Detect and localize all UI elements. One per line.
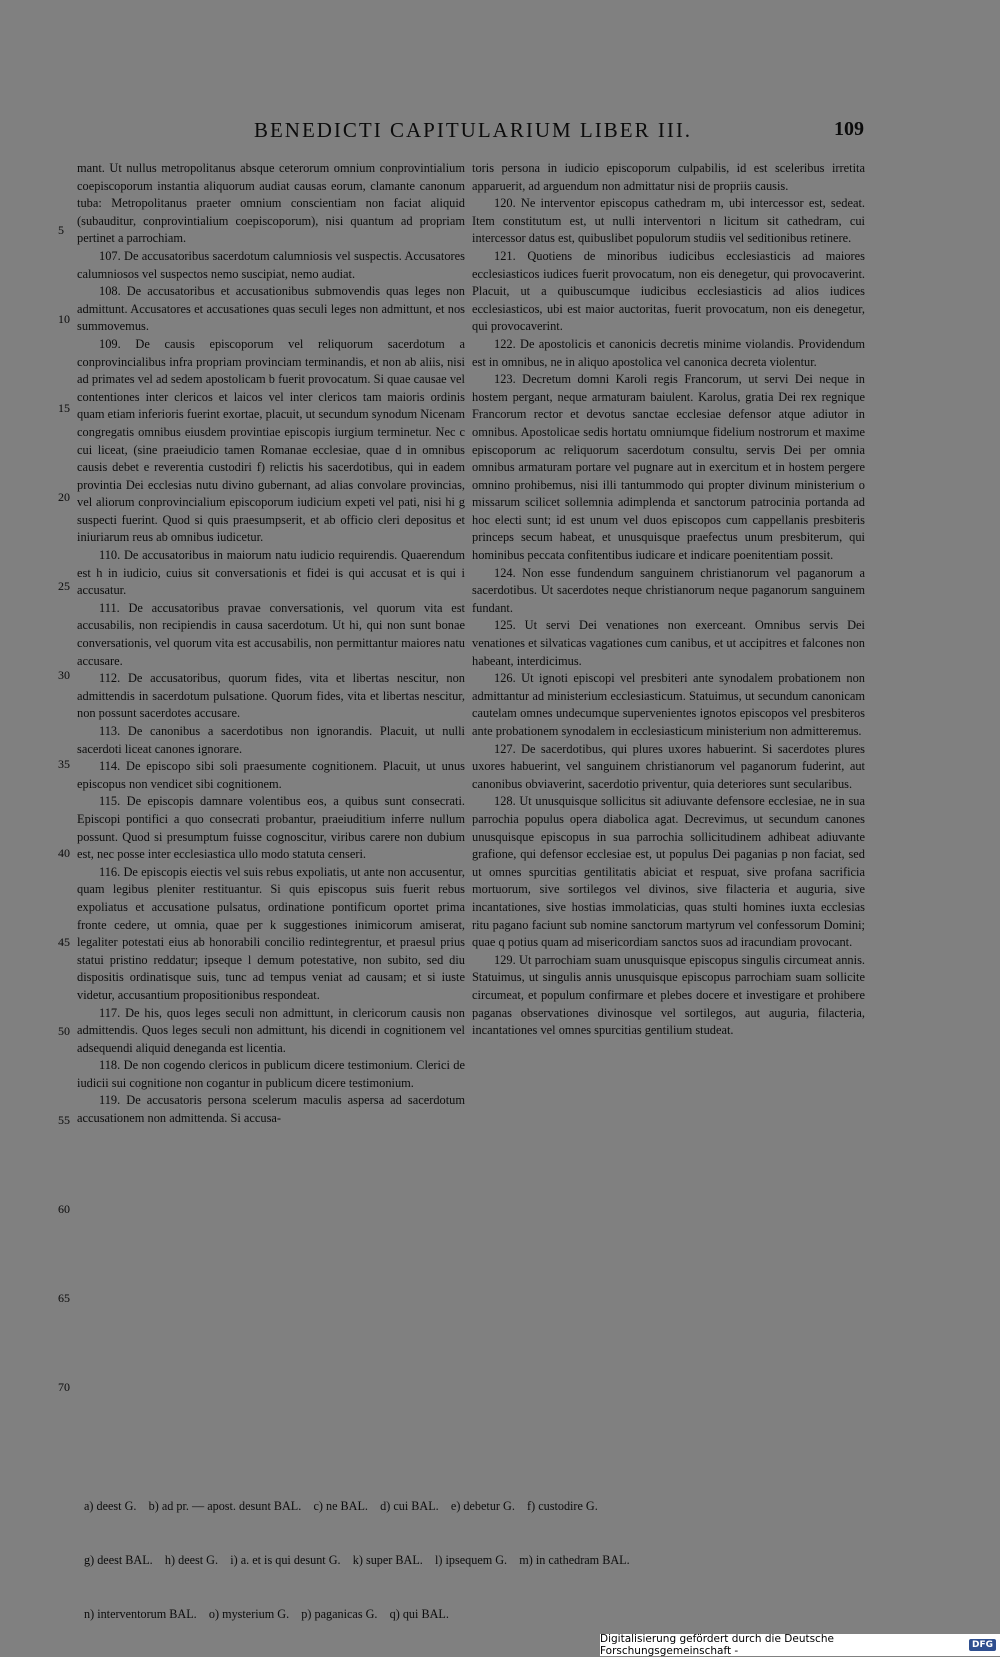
chapter-111: 111. De accusatoribus pravae conversationis, vel quorum vita est accusabilis, non recipiendis in causa sacerdotum. Ut hi, qui non sunt bonae conversationis, vel quorum vita est accusabilis, non permittantur maiores natu accusare. [77, 600, 465, 668]
line-number: 15 [58, 401, 70, 415]
chapter-124: 124. Non esse fundendum sanguinem christianorum vel paganorum a sacerdotibus. Ut sacerdotes neque christianorum neque paganorum sanguinem fundant. [472, 565, 865, 615]
page-header [60, 118, 864, 148]
chapter-115: 115. De episcopis damnare volentibus eos, a quibus sunt consecrati. Episcopi pontifici a quo consecrati probantur, praeiuditium inferre nullum possunt. Quod si presumptum fuisse cognoscitur, viribus carere non dubium est, nec posse inter ecclesiastica ullo modo statuta censeri. [77, 794, 465, 862]
chapter-117: 117. De his, quos leges seculi non admittunt, in clericorum causis non admittendis. Quos leges seculi non admittunt, his dicendi in cognitionem vel adsequendi aliquid deneganda est licentia. [77, 1005, 465, 1055]
paragraph: toris persona in iudicio episcoporum culpabilis, id est sceleribus irretita apparuerit, ad arguendum non admittatur nisi de propriis causis. [472, 161, 865, 193]
footnote-line: n) interventorum BAL. o) mysterium G. p) paganicas G. q) qui BAL. [84, 1607, 449, 1621]
chapter-112: 112. De accusatoribus, quorum fides, vita et libertas nescitur, non admittendis in sacerdotum pulsatione. Quorum fides, vita et libertas nescitur, non possunt sacerdotes accusare. [77, 671, 465, 721]
running-title: BENEDICTI CAPITULARIUM LIBER III. [253, 118, 693, 142]
chapter-118: 118. De non cogendo clericos in publicum dicere testimonium. Clerici de iudicii sui cognitione non cogantur in publicum dicere testimonium. [77, 1058, 465, 1090]
line-number: 40 [58, 846, 70, 860]
left-column [77, 160, 465, 1128]
paragraph: mant. Ut nullus metropolitanus absque ceterorum omnium conprovintialium coepiscoporum instantia aliquorum audiat causas eorum, clamante canonum tuba: Metropolitanus praeter omnium conscientiam non faciat aliquid (subauditur, conprovintialium coepiscoporum), nisi quantum ad propriam pertinet a parrochiam. [77, 161, 465, 246]
chapter-126: 126. Ut ignoti episcopi vel presbiteri ante synodalem probationem non admittantur ad ministerium ecclesiasticum. Statuimus, ut secundum canonicam cautelam omnes undecumque supervenientes ignotos episcopos vel presbiteros ante probationem synodalem in ecclesiasticum ministerium non admitteremus. [472, 671, 865, 738]
chapter-110: 110. De accusatoribus in maiorum natu iudicio requirendis. Quaerendum est h in iudicio, cuius sit conversationis et fidei is qui accusat et is qui i accusatur. [77, 548, 465, 598]
chapter-120: 120. Ne interventor episcopus cathedram m, ubi intercessor est, sedeat. Item constitutum est, ut nulli interventori n licitum sit cathedram, cui intercessor datus est, quibuslibet populorum studiis vel seditionibus retinere. [472, 196, 865, 246]
footnote-line: a) deest G. b) ad pr. — apost. desunt BAL. c) ne BAL. d) cui BAL. e) debetur G. f) custodire G. [84, 1499, 598, 1513]
chapter-114: 114. De episcopo sibi soli praesumente cognitionem. Placuit, ut unus episcopus non vendicet sibi cognitionem. [77, 759, 465, 791]
chapter-108: 108. De accusatoribus et accusationibus submovendis quas leges non admittunt. Accusatores et accusationes quas seculi leges non admittunt, et nos summovemus. [77, 284, 465, 334]
right-column [472, 160, 865, 1040]
chapter-125: 125. Ut servi Dei venationes non exerceant. Omnibus servis Dei venationes et silvaticas vagationes cum canibus, et ut accipitres et falcones non habeant, interdicimus. [472, 618, 865, 668]
line-number: 55 [58, 1113, 70, 1127]
chapter-123: 123. Decretum domni Karoli regis Francorum, ut servi Dei neque in hostem pergant, neque armaturam baiulent. Karolus, gratia Dei rex regnique Francorum rector et devotus sanctae ecclesiae defensor atque adiutor in omnibus. Apostolicae sedis hortatu omniumque fidelium nostrorum et maxime episcoporum ac reliquorum sacerdotum consultu, servis Dei per omnia omnibus armaturam portare vel pugnare aut in exercitum et in hostem pergere omnino prohibemus, nisi illi tantummodo qui propter divinum ministerium o missarum scilicet sollemnia adimplenda et sanctorum patrocinia portanda ad hoc electi sunt; id est unum vel duos episcopos cum cappellanis presbiteris princeps secum habeat, et unusquisque praefectus unum presbiterum, qui hominibus peccata confitentibus iudicare et indicare poenitentiam possit. [472, 372, 865, 563]
line-number: 65 [58, 1291, 70, 1305]
chapter-113: 113. De canonibus a sacerdotibus non ignorandis. Placuit, ut nulli sacerdoti liceat canones ignorare. [77, 724, 465, 756]
line-number: 35 [58, 757, 70, 771]
dfg-logo: DFG [969, 1639, 996, 1651]
line-number: 30 [58, 668, 70, 682]
line-number: 25 [58, 579, 70, 593]
line-number: 60 [58, 1202, 70, 1216]
footnote-line: g) deest BAL. h) deest G. i) a. et is qui desunt G. k) super BAL. l) ipsequem G. m) in cathedram BAL. [84, 1553, 630, 1567]
line-number: 70 [58, 1380, 70, 1394]
chapter-127: 127. De sacerdotibus, qui plures uxores habuerint. Si sacerdotes plures uxores habuerint, vel sanguinem christianorum vel paganorum fuderint, aut canonibus obviaverint, sacerdotio priventur, quia deteriores sunt secularibus. [472, 741, 865, 791]
chapter-129: 129. Ut parrochiam suam unusquisque episcopus singulis circumeat annis. Statuimus, ut singulis annis unusquisque episcopus parrochiam suam sollicite circumeat, et populum confirmare et plebes docere et investigare et prohibere paganas observationes divinosque vel sortilegos, aut auguria, filacteria, incantationes vel omnes spurcitias gentilium studeat. [472, 952, 865, 1038]
chapter-121: 121. Quotiens de minoribus iudicibus ecclesiasticis ad maiores ecclesiasticos iudices fuerit provocatum, non eis denegetur, qui provocaverint. Placuit, ut a quibuscumque iudicibus ecclesiasticis ad alios iudices ecclesiasticos, ubi est maior auctoritas, fuerit provocatum, non eis denegetur, qui provocaverint. [472, 248, 865, 334]
funding-footer [600, 1634, 1000, 1656]
line-number: 5 [58, 223, 64, 237]
chapter-116: 116. De episcopis eiectis vel suis rebus expoliatis, ut ante non accusentur, quam legibus pleniter restituantur. Si quis episcopus suis fuerit rebus expoliatus et accusatione pulsatus, ordinatione pontificum oportet prima fronte cedere, ut omnia, quae per k suggestiones inimicorum amiserat, legaliter potestati eius ab honorabili concilio redintegrentur, et praesul prius statui pristino reddatur; ipseque l demum potestative, non subito, sed diu dispositis ordinatisque suis, tunc ad tempus veniat ad causam; et si iuste videtur, accusantium propositionibus respondeat. [77, 864, 465, 1002]
line-number: 50 [58, 1024, 70, 1038]
chapter-109: 109. De causis episcoporum vel reliquorum sacerdotum a conprovincialibus infra propriam provinciam terminandis, et non ab aliis, nisi ad primates vel ad sedem apostolicam b fuerit provocatum. Si quae causae vel contentiones inter clericos et laicos vel inter clericos tam maioris ordinis quam etiam inferioris fuerint exortae, placuit, ut secundum synodum Nicenam congregatis omnibus eiusdem provintiae episcopis iurgium terminetur. Nec c cui liceat, (sine praeiudicio tamen Romanae ecclesiae, quae d in omnibus causis debet e reverentia custodiri f) relictis his sacerdotibus, qui in eadem provintia Dei ecclesias nutu divino gubernant, ad alias convolare provincias, vel aliorum conprovincialium episcoporum iudicium expeti vel pati, nisi hi g suspecti fuerint. Quod si quis praesumpserit, et ab officio cleri depositus et iniuriarum reus ab omnibus iudicetur. [77, 336, 465, 545]
page-number: 109 [834, 118, 864, 140]
chapter-119: 119. De accusatoris persona scelerum maculis aspersa ad sacerdotum accusationem non admittenda. Si accusa- [77, 1093, 465, 1126]
chapter-122: 122. De apostolicis et canonicis decretis minime violandis. Providendum est in omnibus, ne in aliquo apostolica vel canonica decreta violentur. [472, 336, 865, 369]
chapter-107: 107. De accusatoribus sacerdotum calumniosis vel suspectis. Accusatores calumniosos vel suspectos nemo suscipiat, nemo audiat. [77, 248, 465, 281]
funding-text: Digitalisierung gefördert durch die Deutsche Forschungsgemeinschaft - [600, 1633, 834, 1657]
line-number: 20 [58, 490, 70, 504]
line-number: 45 [58, 935, 70, 949]
line-number: 10 [58, 312, 70, 326]
chapter-128: 128. Ut unusquisque sollicitus sit adiuvante defensore ecclesiae, ne in sua parrochia populus opera diabolica agat. Decrevimus, ut secundum canones unusquisque episcopus in sua parrochia sollicitudinem adhibeat adiuvante grafione, qui defensor ecclesiae est, ut populus Dei paganias p non faciat, sed ut omnes spurcitias gentilitatis abiciat et respuat, sive profana sacrificia mortuorum, sive sortilegos vel divinos, sive filacteria et auguria, sive incantationes, sive hostias immolaticias, quas stulti homines iuxta ecclesias ritu pagano faciunt sub nomine sanctorum martyrum vel confessorum Domini; quae q potius quam ad misericordiam sanctos suos ad iracundiam provocant. [472, 794, 865, 950]
footnotes [84, 1461, 874, 1641]
